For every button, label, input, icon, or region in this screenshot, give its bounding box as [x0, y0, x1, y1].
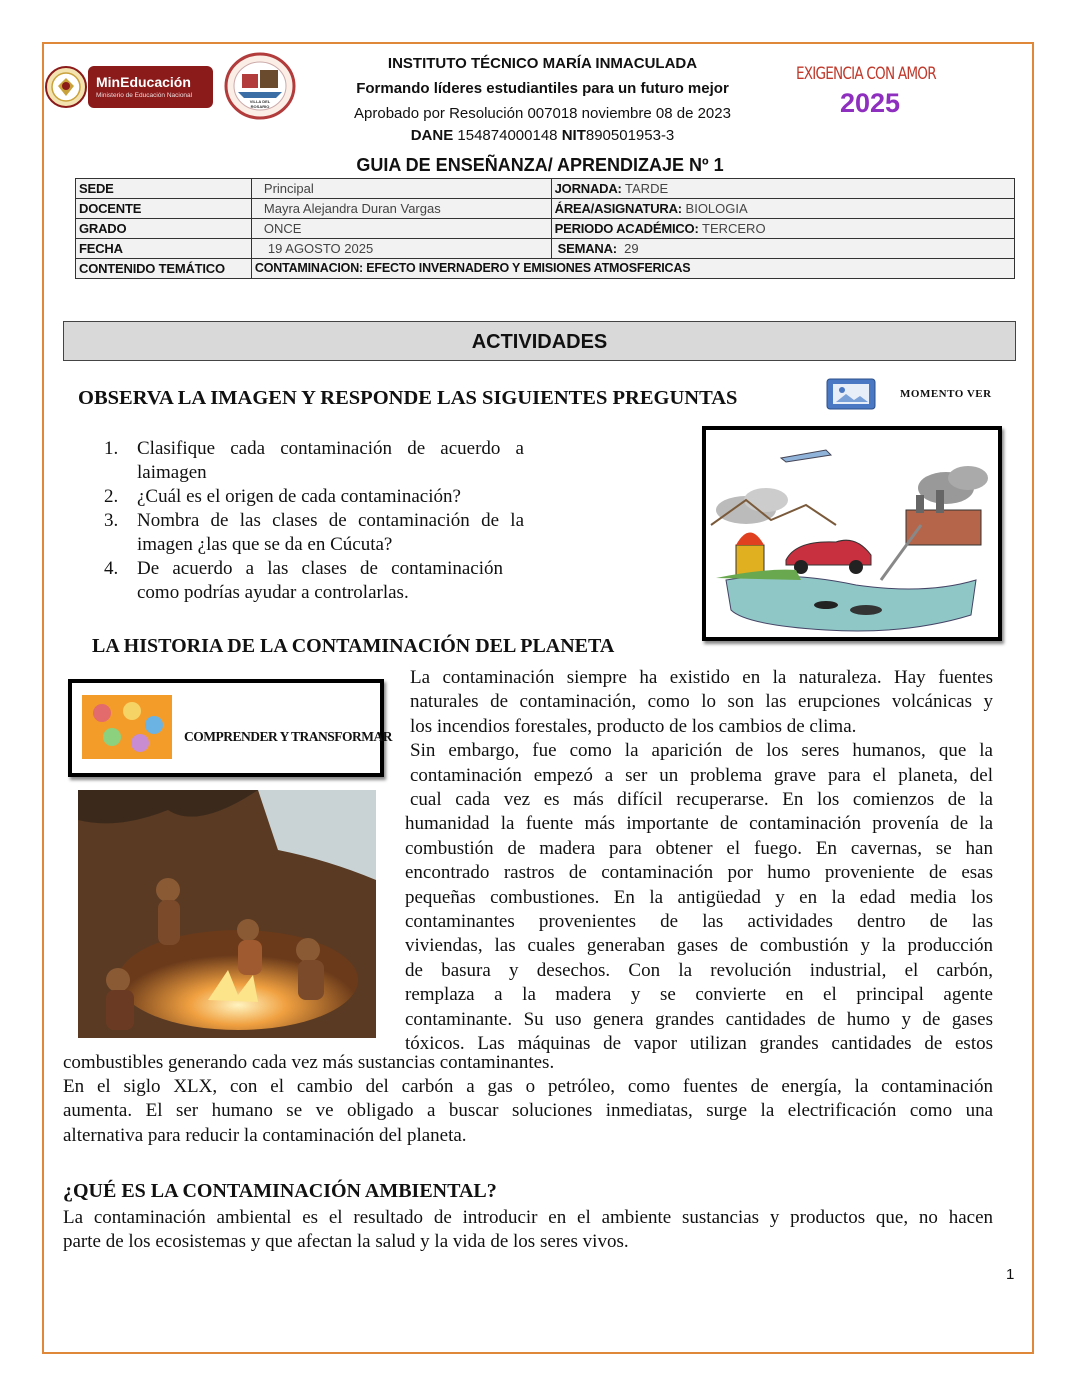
- docente-label: DOCENTE: [76, 199, 252, 219]
- comprender-banner: [68, 679, 392, 777]
- info-table: [75, 178, 1015, 279]
- dane-value: 154874000148: [457, 127, 558, 144]
- contenido-label: CONTENIDO TEMÁTICO: [76, 259, 252, 279]
- periodo-cell: [551, 219, 1014, 239]
- comprender-label: COMPRENDER Y TRANSFORMAR: [184, 729, 392, 744]
- area-label: ÁREA/ASIGNATURA:: [554, 201, 682, 216]
- que-es-title: ¿QUÉ ES LA CONTAMINACIÓN AMBIENTAL?: [63, 1180, 497, 1202]
- history-tail: combustibles generando cada vez más sustancias contaminantes.: [63, 1052, 555, 1073]
- school-seal-text: VILLA DEL ROSARIO: [249, 99, 271, 109]
- semana-cell: [551, 239, 1014, 259]
- docente-value: Mayra Alejandra Duran Vargas: [251, 199, 551, 219]
- caveman-fire-illustration: [78, 790, 376, 1038]
- momento-ver-icon: [826, 378, 876, 410]
- sede-label: SEDE: [76, 179, 252, 199]
- nit-label: NIT: [561, 127, 586, 144]
- colombia-seal-icon: [45, 66, 87, 108]
- list-item: 1. Clasifique cada contaminación de acuerdo a laimagen: [104, 438, 524, 483]
- people-icon: [82, 695, 172, 759]
- dane-nit-line: [300, 127, 785, 144]
- list-item: 3. Nombra de las clases de contaminación de la imagen ¿las que se da en Cúcuta?: [104, 510, 524, 555]
- fecha-label: FECHA: [76, 239, 252, 259]
- mineducacion-title: MinEducación: [96, 74, 191, 90]
- slogan-text: EXIGENCIA CON AMOR: [796, 64, 936, 84]
- table-row: [76, 239, 1015, 259]
- observe-title: OBSERVA LA IMAGEN Y RESPONDE LAS SIGUIENTES PREGUNTAS: [78, 387, 738, 409]
- activities-banner: ACTIVIDADES: [63, 321, 1016, 361]
- jornada-cell: [551, 179, 1014, 199]
- grado-value: ONCE: [251, 219, 551, 239]
- resolution-text: Aprobado por Resolución 007018 noviembre 08 de 2023: [354, 105, 731, 122]
- jornada-label: JORNADA:: [554, 181, 622, 196]
- institution-motto: Formando líderes estudiantiles para un futuro mejor: [356, 80, 729, 97]
- guide-title: GUIA DE ENSEÑANZA/ APRENDIZAJE Nº 1: [356, 155, 724, 175]
- area-cell: [551, 199, 1014, 219]
- history-paragraph: La contaminación siempre ha existido en la naturaleza. Hay fuentes naturales de contaminación, como lo son las erupciones volcánicas y los incendios forestales, producto de los cambios de clima. Sin embargo, fue como la aparición de los seres humanos, que la contaminación empezó a ser un problema grave para el planeta, del cual cada vez es más difícil recuperarse. En los comienzos de la humanidad la fuente más importante de contaminación provenía de la combustión de madera para obtener el fuego. En cavernas, se han encontrado rastros de contaminación por humo proveniente de esas pequeñas combustiones. En la antigüedad y en la edad media los contaminantes provenientes de las actividades dentro de las viviendas, las cuales generaban gases de combustión y la producción de basura y desechos. Con la revolución industrial, el carbón, remplaza a la madera y se convierte en el principal agente contaminante. Su uso genera grandes cantidades de humo y de gases tóxicos. Las máquinas de vapor utilizan grandes cantidades de estos: [405, 667, 993, 1055]
- history-title: LA HISTORIA DE LA CONTAMINACIÓN DEL PLANETA: [92, 635, 615, 657]
- table-row: [76, 199, 1015, 219]
- siglo-paragraph: En el siglo XLX, con el cambio del carbón a gas o petróleo, como fuentes de energía, la contaminación aumenta. El ser humano se ve obligado a buscar soluciones inmediatas, surge la electrificación como una alternativa para reducir la contaminación del planeta.: [63, 1076, 993, 1146]
- dane-label: DANE: [410, 127, 454, 144]
- table-row: [76, 179, 1015, 199]
- que-es-paragraph: La contaminación ambiental es el resultado de introducir en el ambiente sustancias y productos que, no hacen parte de los ecosistemas y que afectan la salud y la vida de los seres vivos.: [63, 1207, 993, 1253]
- nit-value: 890501953-3: [585, 127, 675, 144]
- fecha-value: 19 AGOSTO 2025: [251, 239, 551, 259]
- list-item: 4. De acuerdo a las clases de contaminación como podrías ayudar a controlarlas.: [104, 558, 503, 603]
- list-item: 2. ¿Cuál es el origen de cada contaminación?: [104, 486, 461, 507]
- jornada-value: TARDE: [625, 181, 669, 196]
- momento-ver-label: MOMENTO VER: [900, 388, 992, 400]
- sede-value: Principal: [251, 179, 551, 199]
- table-row: [76, 259, 1015, 279]
- slogan-year: 2025: [840, 88, 901, 118]
- area-value: BIOLOGIA: [685, 201, 748, 216]
- school-seal-icon: [224, 52, 296, 120]
- semana-value: 29: [624, 241, 639, 256]
- table-row: [76, 219, 1015, 239]
- mineducacion-subtitle: Ministerio de Educación Nacional: [96, 92, 193, 99]
- pollution-illustration: [702, 426, 1002, 641]
- contenido-value: CONTAMINACION: EFECTO INVERNADERO Y EMISIONES ATMOSFERICAS: [251, 259, 1014, 279]
- periodo-label: PERIODO ACADÉMICO:: [554, 221, 699, 236]
- periodo-value: TERCERO: [702, 221, 766, 236]
- semana-label: SEMANA:: [557, 241, 617, 256]
- questions-list: [104, 437, 524, 605]
- grado-label: GRADO: [76, 219, 252, 239]
- mineducacion-logo: [88, 66, 213, 108]
- institution-name: INSTITUTO TÉCNICO MARÍA INMACULADA: [387, 55, 698, 72]
- page-number: 1: [1006, 1266, 1015, 1283]
